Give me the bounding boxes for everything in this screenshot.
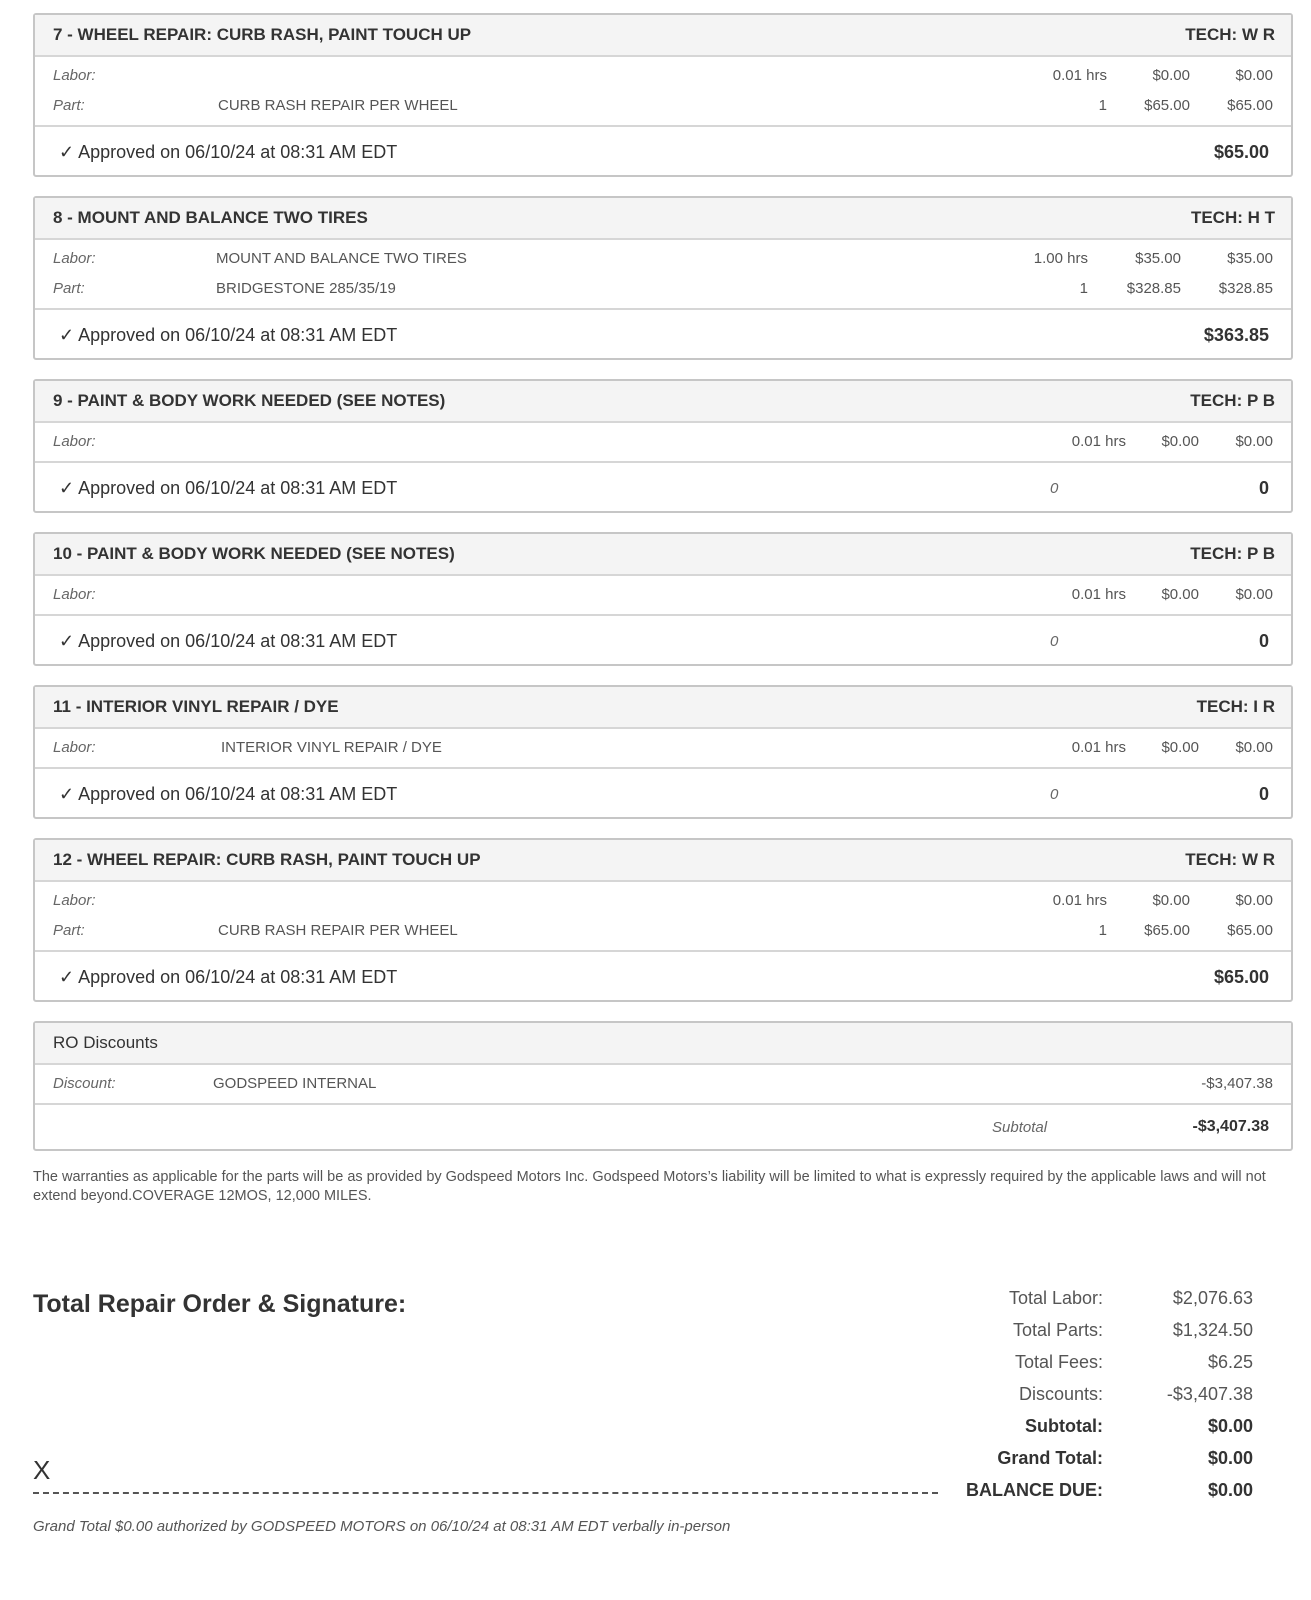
job-lines: [35, 423, 1291, 463]
job-title: 8 - MOUNT AND BALANCE TWO TIRES: [53, 208, 368, 227]
job-tech: TECH: P B: [1190, 391, 1275, 410]
discounts-footer: [35, 1105, 1291, 1151]
total-parts-row: [960, 1320, 1253, 1348]
job-title: 11 - INTERIOR VINYL REPAIR / DYE: [53, 697, 339, 716]
line-item: [35, 580, 1291, 610]
line-qty: 0.01 hrs: [1071, 586, 1126, 603]
line-desc: CURB RASH REPAIR PER WHEEL: [218, 922, 458, 939]
discounts-title: RO Discounts: [53, 1033, 158, 1052]
job-footer: [35, 616, 1291, 668]
line-rate: $0.00: [1161, 586, 1199, 603]
line-amount: $0.00: [1235, 739, 1273, 756]
line-amount: $0.00: [1235, 586, 1273, 603]
job-lines: [35, 57, 1291, 127]
job-header: [35, 198, 1291, 240]
job-zero-value: 0: [1050, 786, 1059, 803]
job-section-11: [33, 685, 1293, 819]
job-tech: TECH: H T: [1190, 208, 1275, 227]
line-item: [35, 916, 1291, 946]
job-footer: [35, 310, 1291, 362]
job-title: 12 - WHEEL REPAIR: CURB RASH, PAINT TOUCH UP: [53, 850, 481, 869]
total-label: Subtotal:: [1025, 1416, 1103, 1436]
line-item: [35, 427, 1291, 457]
total-value: $1,324.50: [1172, 1320, 1253, 1340]
line-qty: 1: [1098, 922, 1107, 939]
job-total: 0: [1258, 631, 1269, 651]
job-total: $363.85: [1203, 325, 1269, 345]
line-qty: 1.00 hrs: [1033, 250, 1088, 267]
authorization-note: Grand Total $0.00 authorized by GODSPEED MOTORS on 06/10/24 at 08:31 AM EDT verbally in-person: [33, 1518, 731, 1535]
approval-status: ✓ Approved on 06/10/24 at 08:31 AM EDT: [59, 478, 398, 498]
total-label: BALANCE DUE:: [966, 1480, 1103, 1500]
summary-heading: Total Repair Order & Signature:: [33, 1290, 407, 1318]
total-label: Total Parts:: [1012, 1320, 1103, 1340]
job-title: 9 - PAINT & BODY WORK NEEDED (SEE NOTES): [53, 391, 446, 410]
discount-amount: -$3,407.38: [1201, 1075, 1273, 1092]
line-type: Part:: [53, 97, 85, 114]
job-lines: [35, 882, 1291, 952]
total-value: $0.00: [1207, 1448, 1253, 1468]
job-section-8: [33, 196, 1293, 360]
total-value: $0.00: [1207, 1480, 1253, 1500]
discounts-header: [35, 1023, 1291, 1065]
line-rate: $0.00: [1161, 739, 1199, 756]
line-item: [35, 886, 1291, 916]
line-type: Labor:: [53, 433, 96, 450]
job-zero-value: 0: [1050, 633, 1059, 650]
balance-due-row: [960, 1480, 1253, 1508]
line-type: Labor:: [53, 67, 96, 84]
total-fees-row: [960, 1352, 1253, 1380]
discounts-section: [33, 1021, 1293, 1151]
line-item: [35, 733, 1291, 763]
job-section-12: [33, 838, 1293, 1002]
job-total: $65.00: [1213, 142, 1269, 162]
grand-total-row: [960, 1448, 1253, 1476]
line-desc: INTERIOR VINYL REPAIR / DYE: [221, 739, 442, 756]
total-value: $6.25: [1207, 1352, 1253, 1372]
total-label: Total Labor:: [1008, 1288, 1103, 1308]
total-value: -$3,407.38: [1166, 1384, 1253, 1404]
job-footer: [35, 769, 1291, 821]
discount-type: Discount:: [53, 1075, 116, 1092]
job-header: [35, 687, 1291, 729]
line-qty: 1: [1079, 280, 1088, 297]
line-rate: $0.00: [1161, 433, 1199, 450]
total-value: $0.00: [1207, 1416, 1253, 1436]
job-section-10: [33, 532, 1293, 666]
line-type: Labor:: [53, 892, 96, 909]
line-type: Labor:: [53, 586, 96, 603]
discount-lines: [35, 1065, 1291, 1105]
line-type: Labor:: [53, 250, 96, 267]
line-qty: 0.01 hrs: [1071, 739, 1126, 756]
total-label: Grand Total:: [997, 1448, 1103, 1468]
job-footer: [35, 463, 1291, 515]
total-label: Discounts:: [1018, 1384, 1103, 1404]
total-value: $2,076.63: [1172, 1288, 1253, 1308]
line-desc: MOUNT AND BALANCE TWO TIRES: [216, 250, 467, 267]
signature-mark: X: [33, 1455, 51, 1485]
discounts-row: [960, 1384, 1253, 1412]
approval-status: ✓ Approved on 06/10/24 at 08:31 AM EDT: [59, 784, 398, 804]
line-item: [35, 274, 1291, 304]
line-amount: $65.00: [1227, 97, 1273, 114]
job-lines: [35, 729, 1291, 769]
line-qty: 0.01 hrs: [1052, 67, 1107, 84]
approval-status: ✓ Approved on 06/10/24 at 08:31 AM EDT: [59, 142, 398, 162]
job-lines: [35, 240, 1291, 310]
job-section-9: [33, 379, 1293, 513]
discount-desc: GODSPEED INTERNAL: [213, 1075, 377, 1092]
line-qty: 0.01 hrs: [1071, 433, 1126, 450]
line-rate: $328.85: [1126, 280, 1181, 297]
job-tech: TECH: P B: [1190, 544, 1275, 563]
job-footer: [35, 127, 1291, 179]
line-rate: $65.00: [1144, 97, 1190, 114]
job-lines: [35, 576, 1291, 616]
signature-line[interactable]: [33, 1492, 938, 1494]
job-tech: TECH: W R: [1185, 25, 1275, 44]
job-total: $65.00: [1213, 967, 1269, 987]
line-amount: $0.00: [1235, 67, 1273, 84]
warranty-disclaimer: The warranties as applicable for the parts will be as provided by Godspeed Motors Inc. Godspeed Motors’s liability will be limited to what is expressly required by the applicable laws and will not extend beyond.COVERAGE 12MOS, 12,000 MILES.: [33, 1169, 1266, 1204]
discounts-subtotal-label: Subtotal: [992, 1119, 1048, 1136]
line-desc: BRIDGESTONE 285/35/19: [216, 280, 396, 297]
line-type: Part:: [53, 922, 85, 939]
line-amount: $0.00: [1235, 892, 1273, 909]
discount-line: [35, 1069, 1291, 1099]
line-amount: $35.00: [1227, 250, 1273, 267]
job-tech: TECH: I R: [1196, 697, 1275, 716]
line-item: [35, 91, 1291, 121]
line-item: [35, 61, 1291, 91]
job-header: [35, 534, 1291, 576]
job-header: [35, 840, 1291, 882]
line-desc: CURB RASH REPAIR PER WHEEL: [218, 97, 458, 114]
line-qty: 1: [1098, 97, 1107, 114]
line-type: Part:: [53, 280, 85, 297]
line-qty: 0.01 hrs: [1052, 892, 1107, 909]
approval-status: ✓ Approved on 06/10/24 at 08:31 AM EDT: [59, 967, 398, 987]
job-zero-value: 0: [1050, 480, 1059, 497]
approval-status: ✓ Approved on 06/10/24 at 08:31 AM EDT: [59, 631, 398, 651]
job-tech: TECH: W R: [1185, 850, 1275, 869]
job-title: 7 - WHEEL REPAIR: CURB RASH, PAINT TOUCH UP: [53, 25, 472, 44]
job-header: [35, 381, 1291, 423]
job-footer: [35, 952, 1291, 1004]
approval-status: ✓ Approved on 06/10/24 at 08:31 AM EDT: [59, 325, 398, 345]
line-amount: $65.00: [1227, 922, 1273, 939]
job-total: 0: [1258, 784, 1269, 804]
job-total: 0: [1258, 478, 1269, 498]
job-header: [35, 15, 1291, 57]
line-rate: $65.00: [1144, 922, 1190, 939]
line-rate: $0.00: [1152, 892, 1190, 909]
line-type: Labor:: [53, 739, 96, 756]
total-labor-row: [960, 1288, 1253, 1316]
line-amount: $0.00: [1235, 433, 1273, 450]
job-title: 10 - PAINT & BODY WORK NEEDED (SEE NOTES): [53, 544, 455, 563]
discounts-subtotal: -$3,407.38: [1192, 1118, 1269, 1135]
line-item: [35, 244, 1291, 274]
line-amount: $328.85: [1218, 280, 1273, 297]
line-rate: $0.00: [1152, 67, 1190, 84]
line-rate: $35.00: [1135, 250, 1181, 267]
subtotal-row: [960, 1416, 1253, 1444]
total-label: Total Fees:: [1014, 1352, 1103, 1372]
job-section-7: [33, 13, 1293, 177]
